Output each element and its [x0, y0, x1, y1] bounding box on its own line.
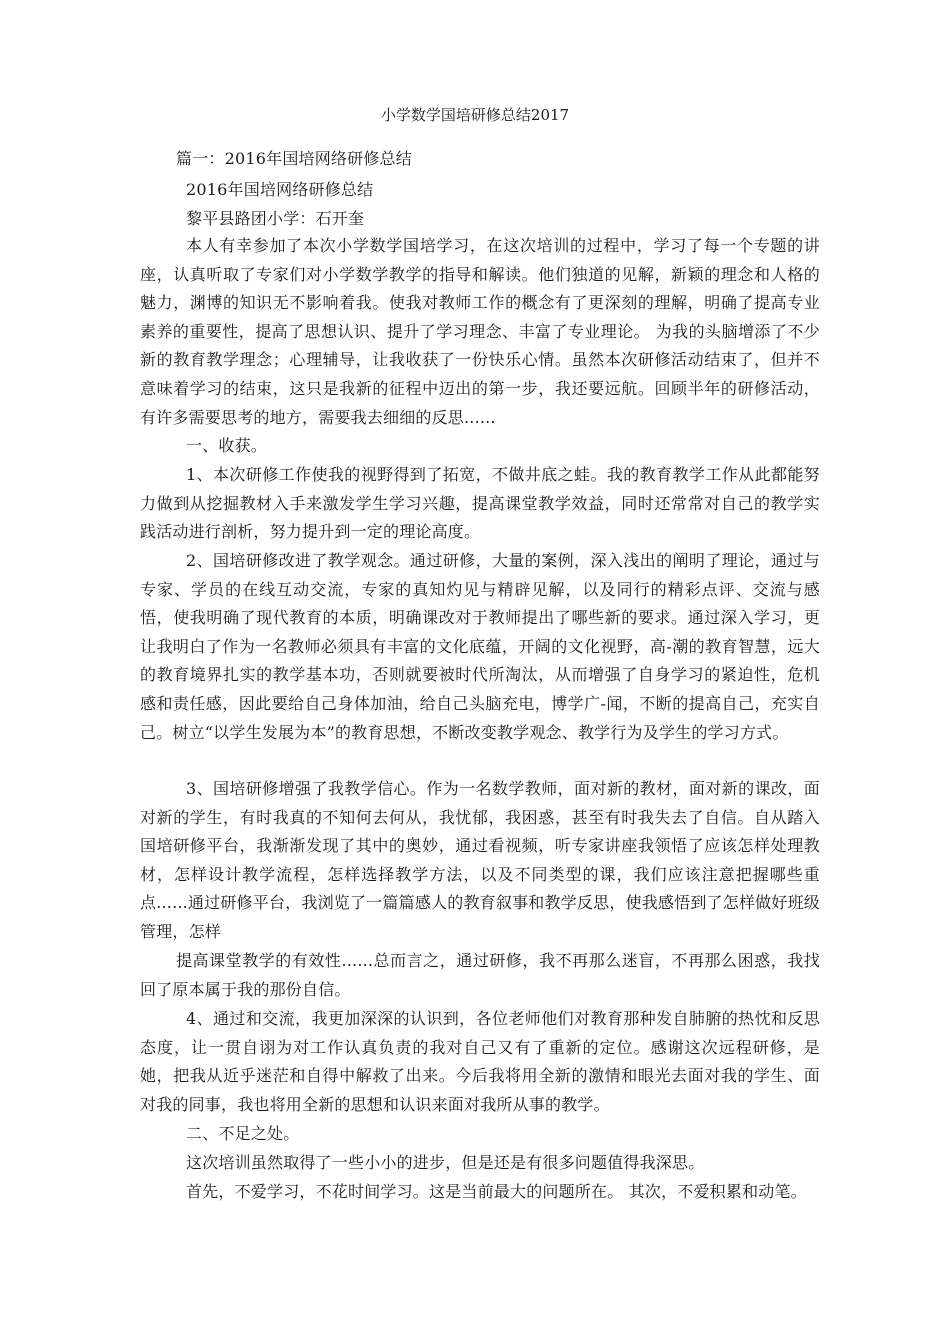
author-line: 黎平县路团小学：石开奎	[186, 209, 365, 228]
document-title: 小学数学国培研修总结2017	[380, 106, 570, 124]
chapter-heading: 篇一：2016年国培网络研修总结	[176, 149, 412, 168]
paragraph: 这次培训虽然取得了一些小小的进步，但是还是有很多问题值得我深思。	[186, 1153, 705, 1172]
paragraph: 4、通过和交流，我更加深深的认识到，各位老师他们对教育那种发自肺腑的热忱和反思态度，让一贯自诩为对工作认真负责的我对自己又有了重新的定位。感谢这次远程研修，是她，把我从近乎迷茫和自得中解救了出来。今后我将用全新的激情和眼光去面对我的学生、面对我的同事，我也将用全新的思想和认识来面对我所从事的教学。	[140, 1009, 820, 1114]
paragraph: 本人有幸参加了本次小学数学国培学习，在这次培训的过程中，学习了每一个专题的讲座，认真听取了专家们对小学数学教学的指导和解读。他们独道的见解，新颖的理念和人格的魅力，渊博的知识无不影响着我。使我对教师工作的概念有了更深刻的理解，明确了提高专业素养的重要性，提高了思想认识、提升了学习理念、丰富了专业理论。 为我的头脑增添了不少新的教育教学理念；心理辅导，让我收获了一份快乐心情。虽然本次研修活动结束了，但并不意味着学习的结束，这只是我新的征程中迈出的第一步，我还要远航。回顾半年的研修活动，有许多需要思考的地方，需要我去细细的反思......	[140, 236, 820, 427]
paragraph: 提高课堂教学的有效性......总而言之，通过研修，我不再那么迷盲，不再那么困惑，我找回了原本属于我的那份自信。	[140, 951, 820, 999]
paragraph: 1、本次研修工作使我的视野得到了拓宽，不做井底之蛙。我的教育教学工作从此都能努力做到从挖掘教材入手来激发学生学习兴趣，提高课堂教学效益，同时还常常对自己的教学实践活动进行剖析，努力提升到一定的理论高度。	[140, 465, 820, 542]
subtitle: 2016年国培网络研修总结	[186, 180, 374, 199]
paragraph: 3、国培研修增强了我教学信心。作为一名数学教师，面对新的教材，面对新的课改，面对新的学生，有时我真的不知何去何从，我忧郁，我困惑，甚至有时我失去了自信。自从踏入国培研修平台，我渐渐发现了其中的奥妙，通过看视频，听专家讲座我领悟了应该怎样处理教材，怎样设计教学流程，怎样选择教学方法，以及不同类型的课，我们应该注意把握哪些重点......通过研修平台，我浏览了一篇篇感人的教育叙事和教学反思，使我感悟到了怎样做好班级管理，怎样	[140, 779, 820, 941]
section-heading: 二、不足之处。	[186, 1124, 300, 1143]
paragraph: 2、国培研修改进了教学观念。通过研修，大量的案例，深入浅出的阐明了理论，通过与专家、学员的在线互动交流，专家的真知灼见与精辟见解，以及同行的精彩点评、交流与感悟，使我明确了现代教育的本质，明确课改对于教师提出了哪些新的要求。通过深入学习，更让我明白了作为一名教师必须具有丰富的文化底蕴，开阔的文化视野，高-潮的教育智慧，远大的教育境界扎实的教学基本功，否则就要被时代所淘汰，从而增强了自身学习的紧迫性，危机感和责任感，因此要给自己身体加油，给自己头脑充电，博学广-闻，不断的提高自己，充实自己。树立“以学生发展为本”的教育思想，不断改变教学观念、教学行为及学生的学习方式。	[140, 551, 820, 742]
paragraph: 首先，不爱学习，不花时间学习。这是当前最大的问题所在。 其次，不爱积累和动笔。	[186, 1182, 807, 1201]
section-heading: 一、收获。	[186, 436, 268, 455]
